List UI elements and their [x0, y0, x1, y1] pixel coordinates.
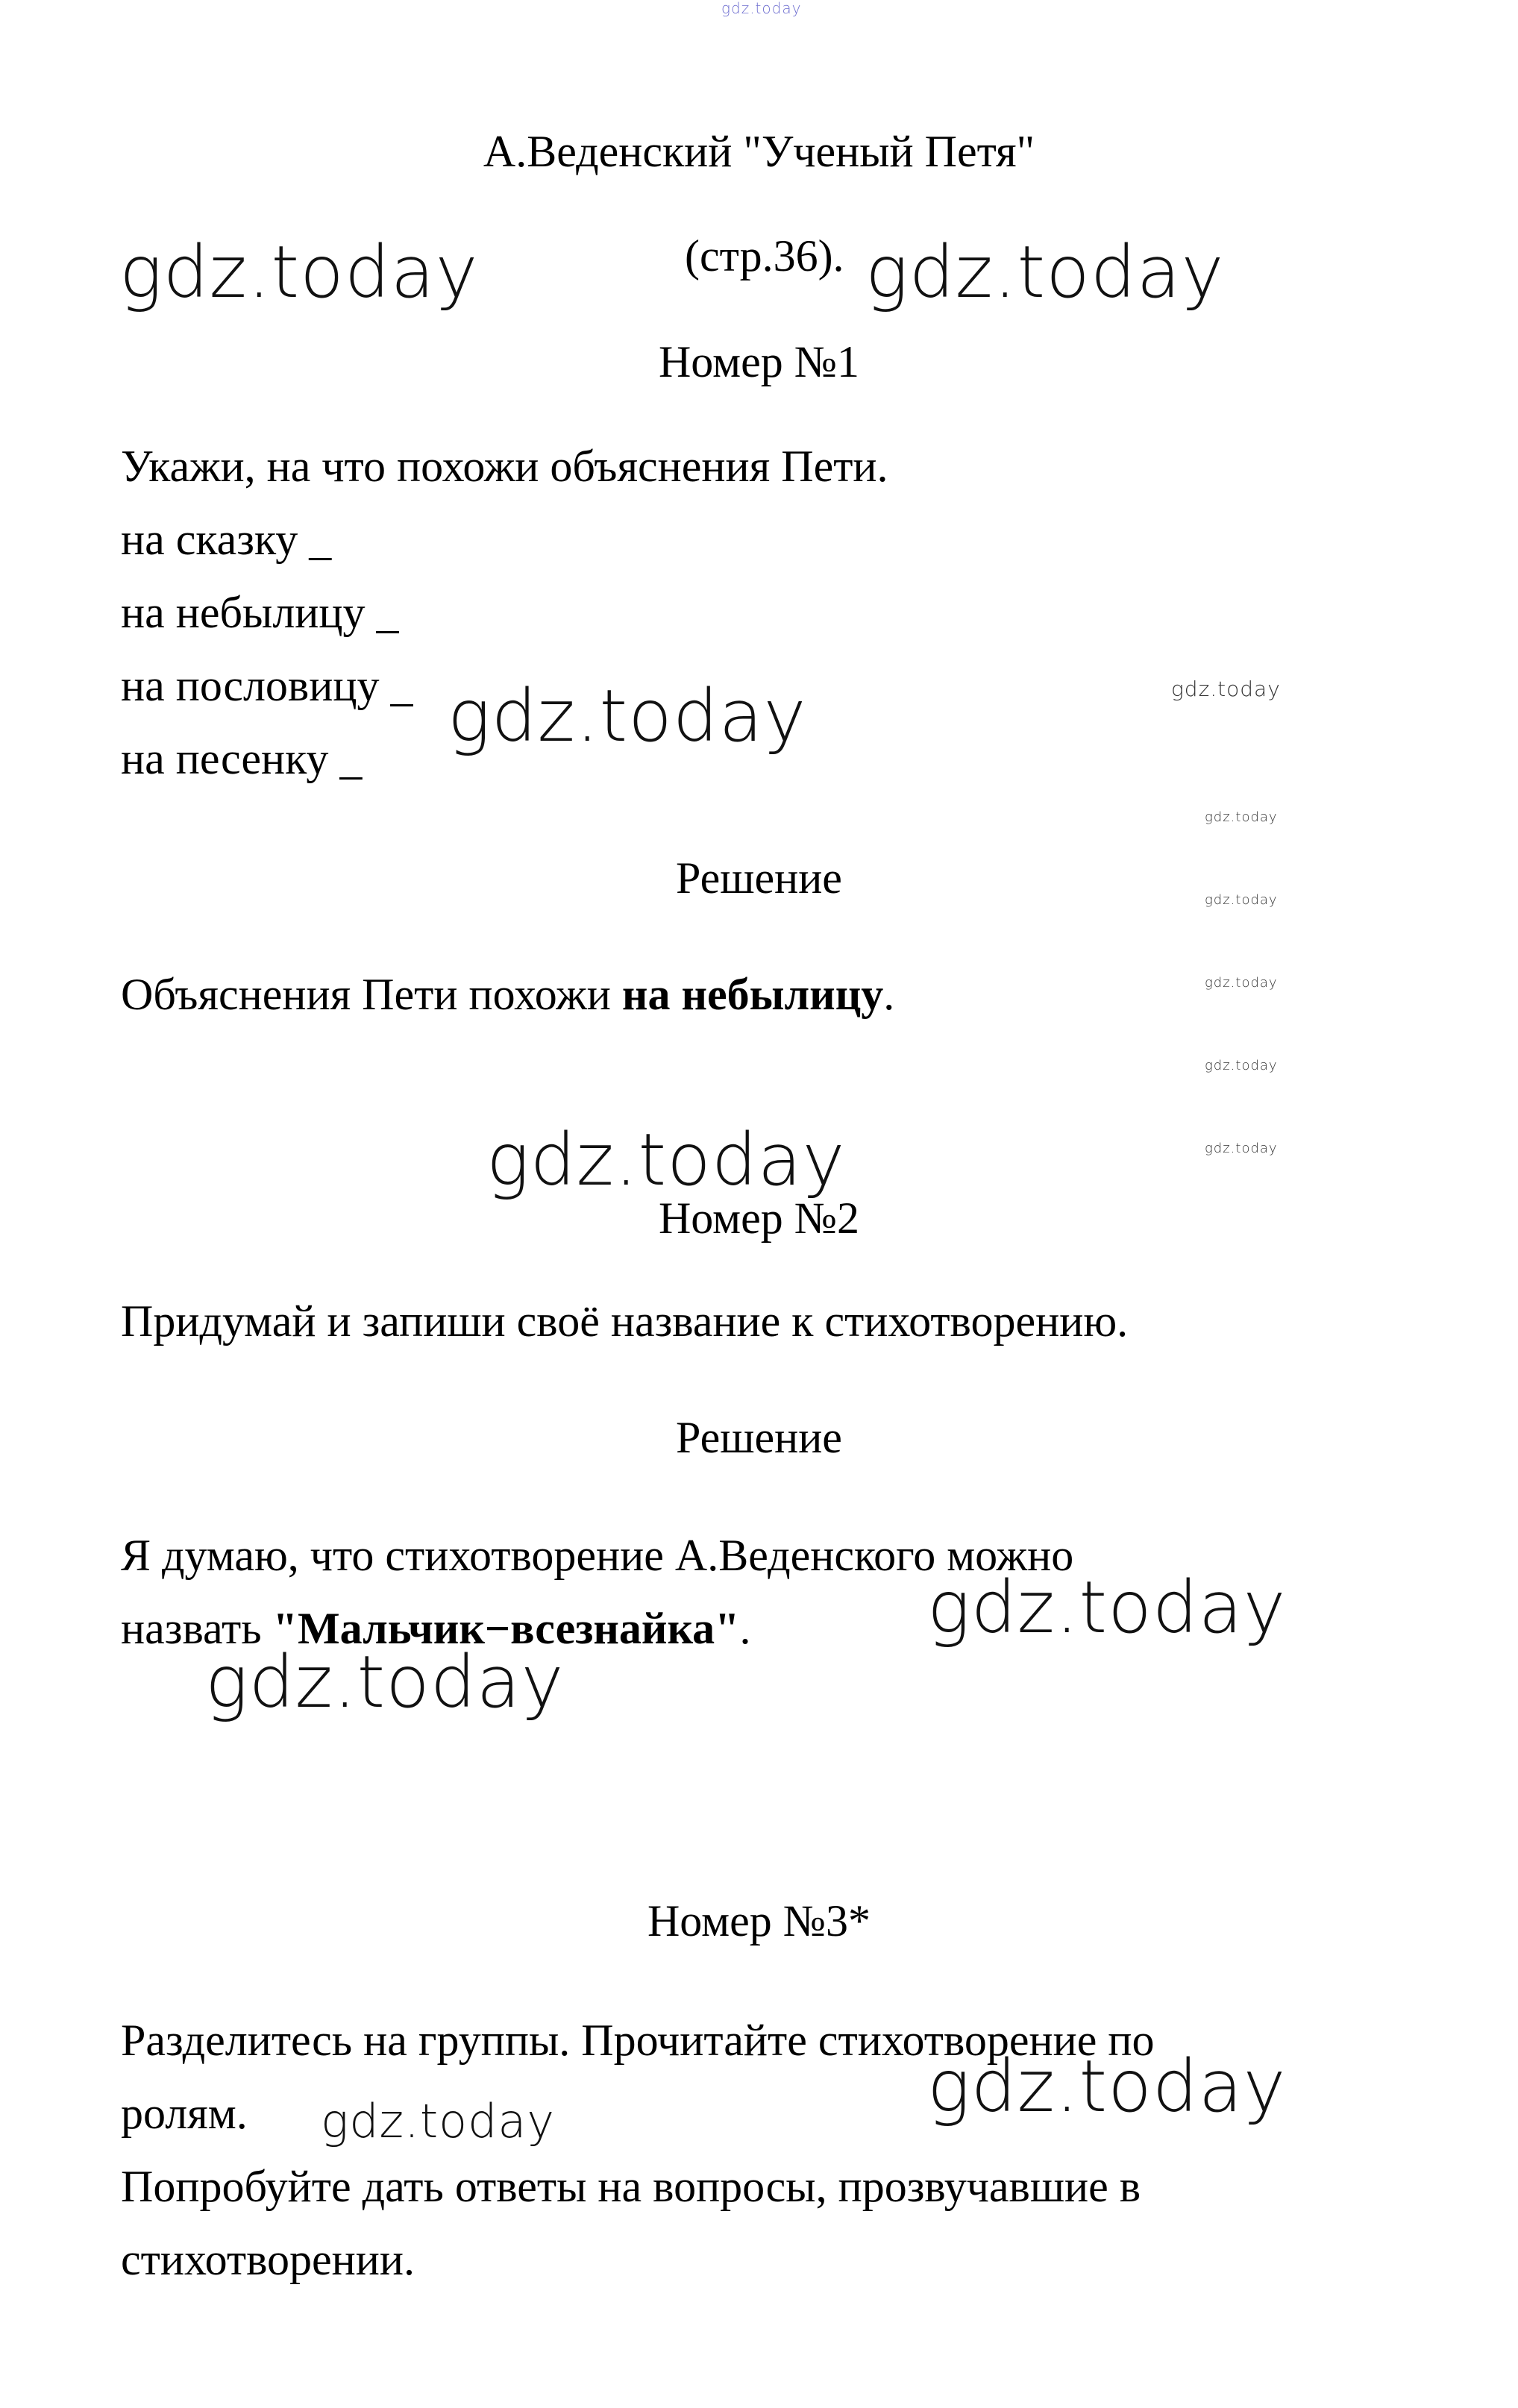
task3-heading: Номер №3*: [647, 1896, 871, 1945]
watermark: gdz.today: [321, 2094, 556, 2148]
answer-text: Объяснения Пети похожи: [121, 970, 622, 1019]
answer-punct: .: [739, 1604, 751, 1653]
task2-solution-heading: Решение: [676, 1413, 842, 1462]
watermark: gdz.today: [119, 231, 479, 314]
answer-bold: "Мальчик−всезнайка": [272, 1604, 740, 1653]
watermark: gdz.today: [927, 2045, 1287, 2128]
watermark-tiny: gdz.today: [1205, 1141, 1278, 1156]
answer-bold: на небылицу: [621, 970, 884, 1019]
watermark-tiny: gdz.today: [1205, 1058, 1278, 1073]
watermark-tiny: gdz.today: [1205, 975, 1278, 991]
task3-text-line: ролям.: [121, 2089, 248, 2138]
task3-text-line: Попробуйте дать ответы на вопросы, прозвучавшие в: [121, 2162, 1141, 2211]
task1-option: на пословицу _: [121, 661, 413, 710]
task2-heading: Номер №2: [658, 1194, 860, 1243]
watermark-tiny: gdz.today: [1205, 892, 1278, 908]
watermark: gdz.today: [865, 231, 1225, 314]
watermark-top: gdz.today: [721, 0, 802, 17]
watermark: gdz.today: [486, 1118, 846, 1202]
watermark: gdz.today: [927, 1566, 1287, 1649]
page-reference: (стр.36).: [685, 231, 844, 280]
watermark: gdz.today: [205, 1640, 565, 1724]
task1-answer: [121, 968, 894, 1020]
watermark: gdz.today: [448, 674, 807, 758]
task1-option: на сказку _: [121, 515, 332, 564]
answer-punct: .: [883, 970, 895, 1019]
watermark-small: gdz.today: [1171, 677, 1281, 701]
task3-text-line: Разделитесь на группы. Прочитайте стихотворение по: [121, 2016, 1155, 2065]
watermark-tiny: gdz.today: [1205, 809, 1278, 825]
task1-heading: Номер №1: [658, 337, 860, 386]
page-title: А.Веденский "Ученый Петя": [483, 127, 1035, 176]
task1-question: Укажи, на что похожи объяснения Пети.: [121, 442, 888, 491]
task1-solution-heading: Решение: [676, 853, 842, 903]
task3-text-line: стихотворении.: [121, 2235, 415, 2284]
task2-answer-line1: Я думаю, что стихотворение А.Веденского можно: [121, 1531, 1074, 1580]
task1-option: на песенку _: [121, 734, 363, 783]
task1-option: на небылицу _: [121, 588, 399, 637]
answer-text: назвать: [121, 1604, 273, 1653]
task2-question: Придумай и запиши своё название к стихотворению.: [121, 1297, 1129, 1346]
